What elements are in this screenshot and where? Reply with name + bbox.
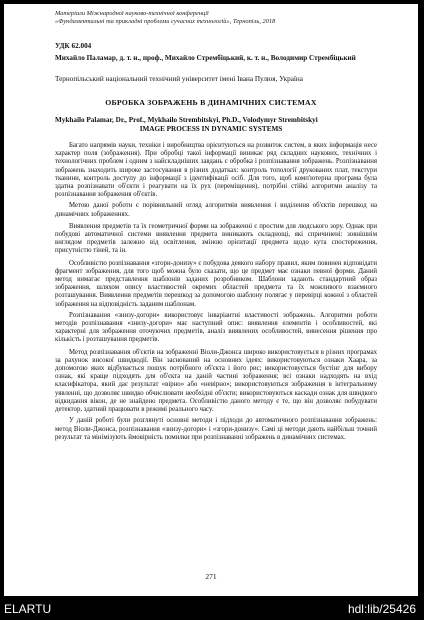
paragraph: Розпізнавання «знизу-догори» використовує інваріантні властивості зображень. Алгоритми роботи методів розпізнавання «знизу-догори» має наступний опис: виявлення елементів і особливостей, які характерні для зображення оточуючих предметів, аналіз виявлених особливостей, винесення рішення про кількість і розташування предметів. [55,311,377,344]
paragraph: Метод розпізнавання об'єктів на зображенні Віоли-Джонса широко використовується в різних програмах за рахунок високої швидкодії. Він заснований на основних ідеях: використовуються ознаки Хаара, за допомогою яких відбувається пошук потрібного об'єкта і його рис; використовується бустінг для вибору ознак, які краще підходять для об'єкта на даній частині зображення; всі ознаки надходять на вхід класифікатора, який дає результат «вірно» або «невірно»; використовуються зображення в інтегральному уявленні, що дозволяє швидко обчислювати необхідні об'єкти; використовуються каскади ознак для швидкого відкидання вікон, де не знайдено предмета. Особливістю даного методу є те, що він дозволяє побудувати детектор, здатний працювати в режимі реального часу. [55,348,377,414]
handle-id: hdl:lib/25426 [347,602,416,616]
conference-header-line-2: «Фундаментальні та прикладні проблеми сучасних технологій», Тернопіль, 2018 [55,18,276,25]
title-ukrainian: ОБРОБКА ЗОБРАЖЕНЬ В ДИНАМІЧНИХ СИСТЕМАХ [105,98,317,107]
repository-name: ELARTU [4,602,52,616]
udc-code: УДК 62.004 [55,42,92,50]
paragraph: Особливістю розпізнавання «згори-донизу» є побудова деякого набору правил, яким повинен відповідати фрагмент зображення, для того щоб можна було сказати, що це предмет має ознаки певної форми. Даний метод вимагає представлення шаблонів заданих розробником. Шаблони задають стандартний образ зображення, шляхом опису властивостей окремих областей предмета та їх можливого взаємного розташування. Виявлення предметів перешкод за допомогою шаблону полягає у перевірці кожної з областей зображення на відповідність заданим шаблонам. [55,259,377,308]
authors-english: Mykhailo Palamar, Dr., Prof., Mykhailo Strembitskyi, Ph.D., Volodymyr Strembitskyi [55,116,318,124]
paragraph: Метою даної роботи є порівняльний огляд алгоритмів виявлення і виділення об'єктів перешкод на динамічних зображеннях. [55,202,377,218]
conference-header-line-1: Матеріали Міжнародної науково-технічної конференції [55,10,209,17]
title-english: IMAGE PROCESS IN DYNAMIC SYSTEMS [139,125,283,133]
page-number: 271 [205,572,217,581]
paragraph: Виявлення предметів та їх геометричної форми на зображенні є простим для людського зору. Однак при побудові автоматичної системи виявлення предмета виникають складнощі, які спричинені: зовнішнім виглядом предметів залежно від освітлення, зміною орієнтації предмета щодо кута спостереження, присутністю тіней, та ін. [55,222,377,255]
conference-header [55,10,375,26]
paragraph: У даній роботі були розглянуті основні методи і підходи до автоматичного розпізнавання зображень: метод Віоли-Джонса, розпізнавання «знизу-догори» і «згори-донизу». Самі ці методи дають найбільш точний результат та мінімізують ймовірність помилки при розпізнаванні зображень в динамічних системах. [55,417,377,441]
document-page [4,4,418,596]
authors-ukrainian: Михайло Паламар, д. т. н., проф., Михайло Стрембіцький, к. т. н., Володимир Стрембіцький [55,54,356,62]
repository-footer [0,598,424,620]
article-body [55,142,377,445]
paragraph: Багато напрямів науки, техніки і виробництва орієнтуються на розвиток систем, в яких інформація несе характер поля (зображення). При обробці такої інформації виникає ряд складних наукових, технічних і технологічних проблем і одним з найскладніших завдань є обробка і розпізнавання зображень. Розпізнавання зображень знаходить широке застосування в різних додатках: контроль топології друкованих плат, текстури тканини, контроль доступу до інформації з ідентифікації осіб. Для того, щоб комп'ютерна програма була здатна розпізнавати об'єкти і реагувати на їх рух (переміщення), потрібні стійкі алгоритми аналізу та розпізнавання зображення об'єктів. [55,142,377,199]
affiliation: Тернопільський національний технічний університет імені Івана Пулюя, Україна [55,75,303,83]
